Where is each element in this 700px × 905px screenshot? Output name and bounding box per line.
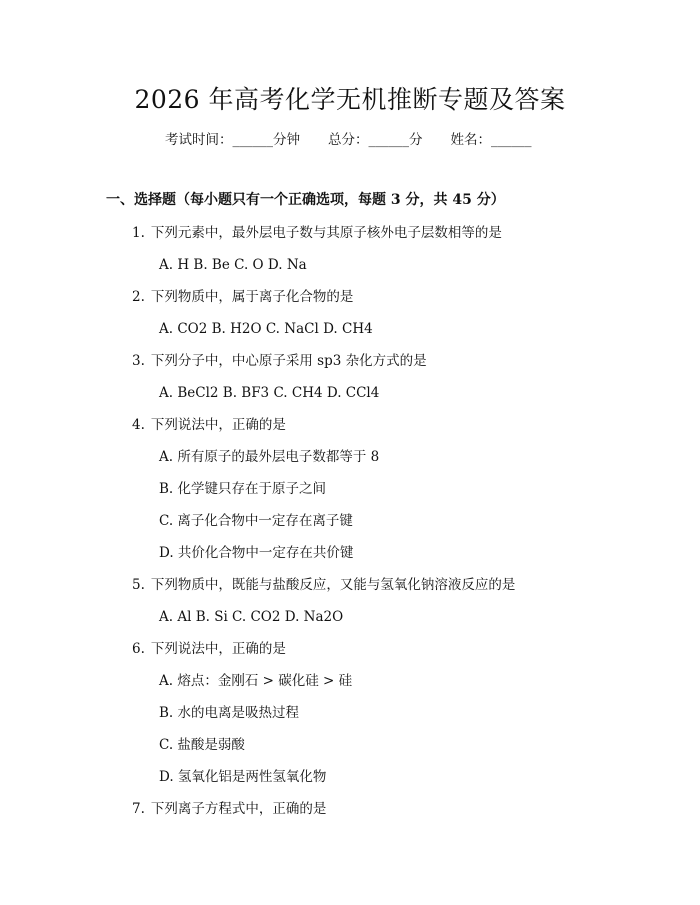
question-number: 1. — [132, 225, 145, 241]
question-text: 下列元素中，最外层电子数与其原子核外电子层数相等的是 — [150, 225, 502, 241]
question-text: 下列说法中，正确的是 — [150, 641, 286, 657]
question-7 — [132, 799, 326, 819]
page-title: 2026 年高考化学无机推断专题及答案 — [134, 85, 566, 114]
question-5 — [132, 575, 515, 595]
exam-meta — [165, 130, 532, 150]
exam-time-field: 考试时间：______分钟 — [165, 132, 300, 148]
question-number: 3. — [132, 353, 145, 369]
question-1 — [132, 223, 502, 243]
question-number: 7. — [132, 801, 145, 817]
question-6-option-b: B. 水的电离是吸热过程 — [159, 705, 300, 721]
question-text: 下列离子方程式中，正确的是 — [150, 801, 327, 817]
question-3-options: A. BeCl2 B. BF3 C. CH4 D. CCl4 — [159, 385, 380, 401]
question-4-option-a: A. 所有原子的最外层电子数都等于 8 — [159, 449, 380, 465]
student-name-field: 姓名：______ — [450, 132, 532, 148]
question-6 — [132, 639, 286, 659]
question-text: 下列说法中，正确的是 — [150, 417, 286, 433]
question-4-option-d: D. 共价化合物中一定存在共价键 — [159, 545, 354, 561]
question-text: 下列分子中，中心原子采用 sp3 杂化方式的是 — [150, 353, 427, 369]
question-4 — [132, 415, 286, 435]
question-3 — [132, 351, 427, 371]
section-heading: 一、选择题（每小题只有一个正确选项，每题 3 分，共 45 分） — [106, 192, 505, 208]
question-text: 下列物质中，既能与盐酸反应，又能与氢氧化钠溶液反应的是 — [150, 577, 516, 593]
question-number: 5. — [132, 577, 145, 593]
question-6-option-c: C. 盐酸是弱酸 — [159, 737, 245, 753]
question-number: 2. — [132, 289, 145, 305]
question-number: 4. — [132, 417, 145, 433]
question-6-option-a: A. 熔点：金刚石 > 碳化硅 > 硅 — [159, 673, 353, 689]
question-number: 6. — [132, 641, 145, 657]
question-1-options: A. H B. Be C. O D. Na — [159, 257, 307, 273]
question-text: 下列物质中，属于离子化合物的是 — [150, 289, 354, 305]
question-5-options: A. Al B. Si C. CO2 D. Na2O — [159, 609, 344, 625]
question-2-options: A. CO2 B. H2O C. NaCl D. CH4 — [159, 321, 373, 337]
question-4-option-c: C. 离子化合物中一定存在离子键 — [159, 513, 353, 529]
question-4-option-b: B. 化学键只存在于原子之间 — [159, 481, 327, 497]
question-2 — [132, 287, 353, 307]
total-score-field: 总分：______分 — [328, 132, 423, 148]
question-6-option-d: D. 氢氧化铝是两性氢氧化物 — [159, 769, 327, 785]
